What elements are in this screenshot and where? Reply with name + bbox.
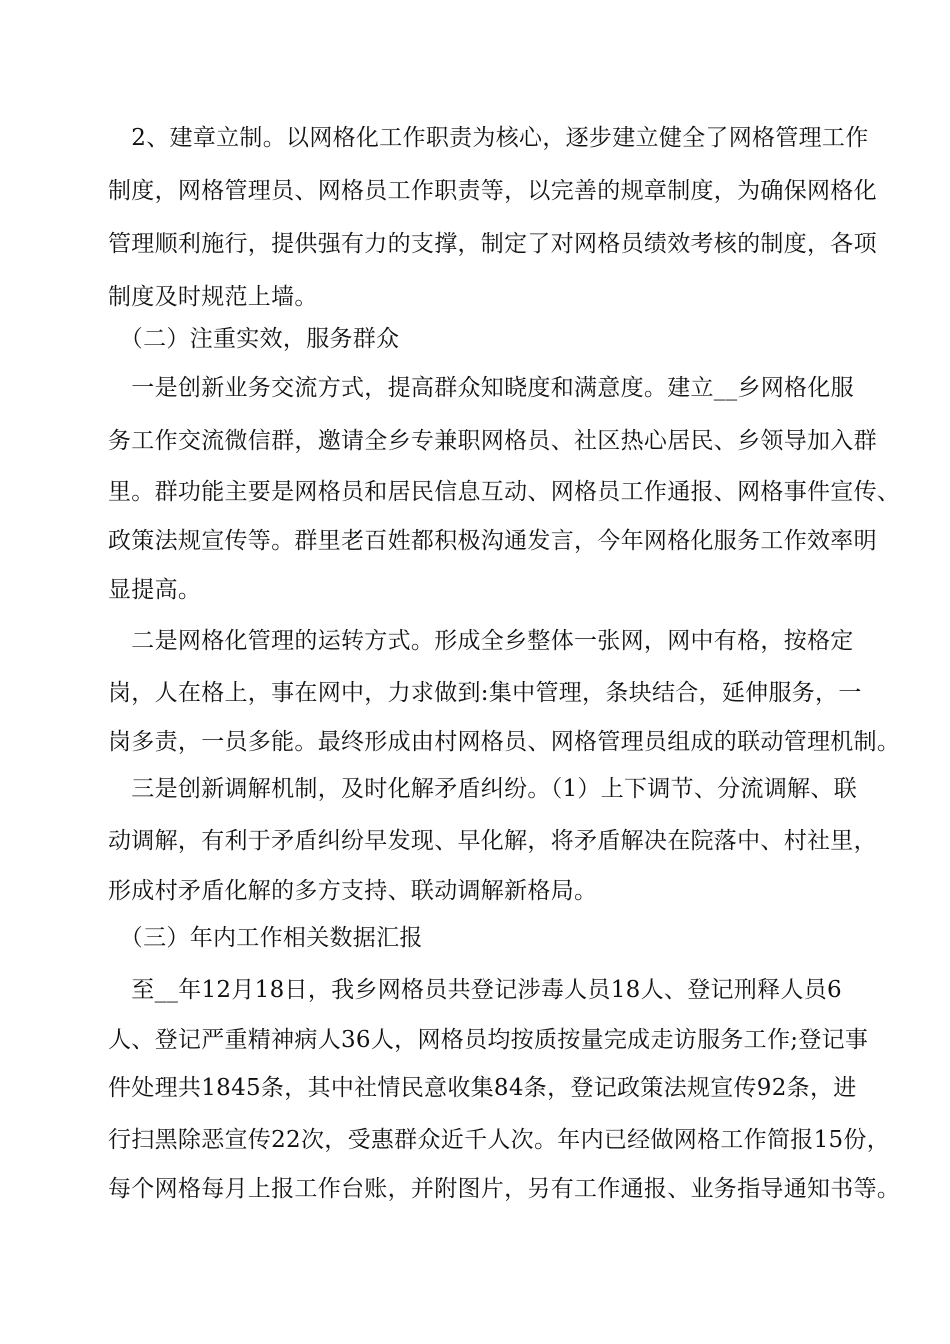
text-line: 三是创新调解机制，及时化解矛盾纠纷。（1）上下调节、分流调解、联 <box>108 776 858 802</box>
text-line: 件处理共1845条，其中社情民意收集84条，登记政策法规宣传92条，进 <box>108 1075 857 1101</box>
text-line: 人、登记严重精神病人36人，网格员均按质按量完成走访服务工作;登记事 <box>108 1027 869 1053</box>
text-line: 一是创新业务交流方式，提高群众知晓度和满意度。建立__乡网格化服 <box>108 375 854 401</box>
text-line: 管理顺利施行，提供强有力的支撑，制定了对网格员绩效考核的制度，各项 <box>108 231 877 257</box>
text-line: 岗，人在格上，事在网中，力求做到:集中管理，条块结合，延伸服务，一 <box>108 680 862 706</box>
text-line: 每个网格每月上报工作台账，并附图片，另有工作通报、业务指导通知书等。 <box>108 1176 901 1202</box>
section-heading: （二）注重实效，服务群众 <box>108 326 400 352</box>
section-heading: （三）年内工作相关数据汇报 <box>108 925 423 951</box>
text-line: 2、建章立制。以网格化工作职责为核心，逐步建立健全了网格管理工作 <box>108 125 869 151</box>
text-line: 形成村矛盾化解的多方支持、联动调解新格局。 <box>108 878 598 904</box>
text-line: 政策法规宣传等。群里老百姓都积极沟通发言，今年网格化服务工作效率明 <box>108 528 877 554</box>
text-line: 岗多责，一员多能。最终形成由村网格员、网格管理员组成的联动管理机制。 <box>108 729 901 755</box>
text-line: 制度及时规范上墙。 <box>108 284 318 310</box>
text-line: 二是网格化管理的运转方式。形成全乡整体一张网，网中有格，按格定 <box>108 628 854 654</box>
text-line: 里。群功能主要是网格员和居民信息互动、网格员工作通报、网格事件宣传、 <box>108 479 901 505</box>
text-line: 务工作交流微信群，邀请全乡专兼职网格员、社区热心居民、乡领导加入群 <box>108 428 877 454</box>
text-line: 至__年12月18日，我乡网格员共登记涉毒人员18人、登记刑释人员6 <box>108 977 842 1003</box>
text-line: 制度，网格管理员、网格员工作职责等，以完善的规章制度，为确保网格化 <box>108 178 877 204</box>
text-line: 动调解，有利于矛盾纠纷早发现、早化解，将矛盾解决在院落中、村社里， <box>108 828 877 854</box>
text-line: 显提高。 <box>108 577 202 603</box>
text-line: 行扫黑除恶宣传22次，受惠群众近千人次。年内已经做网格工作简报15份， <box>108 1127 891 1153</box>
